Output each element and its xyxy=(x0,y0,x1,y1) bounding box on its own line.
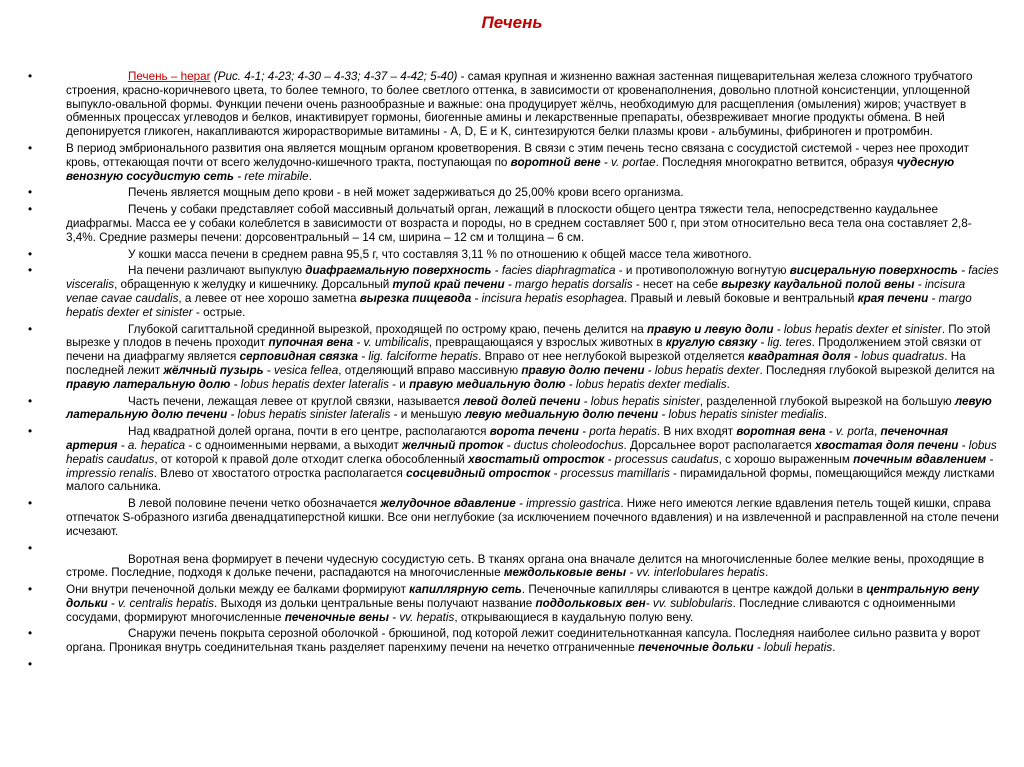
paragraph-text: . Выходя из дольки центральные вены получают название xyxy=(213,596,536,610)
bullet-marker: • xyxy=(28,658,33,672)
bullet-marker: • xyxy=(28,203,33,217)
latin-term: - rete mirabile xyxy=(233,169,309,183)
latin-term: - v. umbilicalis xyxy=(353,336,429,350)
latin-term: - lig. teres xyxy=(757,336,812,350)
paragraph-text: - пирамидальной формы, помещающийся между листками малого сальника. xyxy=(66,466,995,494)
anatomical-term: левой долей печени xyxy=(463,394,581,408)
paragraph-text: . Влево от хвостатого отростка располагается xyxy=(153,466,407,480)
anatomical-term: правую долю печени xyxy=(521,363,645,377)
slide-title: Печень xyxy=(481,13,543,32)
paragraph-text: Над квадратной долей органа, почти в его центре, располагаются xyxy=(128,425,490,439)
paragraph-text: . Ниже него имеются легкие вдавления петель тощей кишки, справа отпечаток S-образного изгиба двенадцатиперстной кишки. Все они неглубокие (за исключением почечного вдавления) и на извлеченной и расправленной на столе печени исчезают. xyxy=(66,497,999,538)
paragraph-text: . В них входят xyxy=(656,425,737,439)
paragraph-text: , обращенную к желудку и кишечнику. Дорсальный xyxy=(114,278,393,292)
anatomical-term: серповидная связка xyxy=(239,350,358,364)
latin-term: - vv. sublobularis xyxy=(645,596,733,610)
slide-body xyxy=(28,70,1000,672)
bullet-marker: • xyxy=(28,247,33,261)
latin-term: - ductus choleodochus xyxy=(503,438,624,452)
bullet-paragraph xyxy=(28,323,1000,392)
latin-term: - lig. falciforme hepatis xyxy=(357,350,479,364)
paragraph-text: . Дорсальнее ворот располагается xyxy=(623,438,815,452)
latin-term: - margo hepatis dexter et sinister xyxy=(66,291,972,319)
bullet-paragraph xyxy=(28,248,1000,262)
paragraph-text: Воротная вена формирует в печени чудесную сосудистую сеть. В тканях органа она вначале делится на многочисленные более мелкие вены, проходящие в строме. Последние, подходя к дольке печени, распадаются на многочисленные xyxy=(66,552,985,580)
latin-term: - lobus hepatis dexter lateralis xyxy=(230,377,389,391)
latin-term: - v. portae xyxy=(600,155,656,169)
bullet-marker: • xyxy=(28,627,33,641)
latin-term: - v. centralis hepatis xyxy=(107,596,214,610)
bullet-marker: • xyxy=(28,394,33,408)
paragraph-text: - острые. xyxy=(192,305,246,319)
anatomical-term: центральную вену дольки xyxy=(66,583,980,610)
bullet-paragraph xyxy=(28,142,1000,183)
anatomical-term: вырезку каудальной полой вены xyxy=(721,278,915,292)
anatomical-term: хвостатая доля печени xyxy=(814,438,959,452)
bullet-paragraph xyxy=(28,583,1000,624)
paragraph-text: , превращающаяся у взрослых животных в xyxy=(428,336,666,350)
paragraph-text: . Последние сливаются с одноименными сосудами, формируют многочисленные xyxy=(66,596,956,624)
latin-term: - vv. hepatis xyxy=(388,610,455,624)
anatomical-term: квадратная доля xyxy=(747,350,851,364)
paragraph-text: Часть печени, лежащая левее от круглой связки, называется xyxy=(128,394,464,408)
paragraph-text: . xyxy=(832,641,836,655)
paragraph-text: . xyxy=(308,169,312,183)
anatomical-term: почечным вдавлением xyxy=(853,452,987,466)
latin-term: - v. porta xyxy=(825,425,874,439)
paragraph-text: . Вправо от нее неглубокой вырезкой отделяется xyxy=(478,350,748,364)
latin-term: - lobus hepatis dexter medialis xyxy=(565,377,727,391)
paragraph-text: - и меньшую xyxy=(390,408,465,422)
latin-term: - incisura hepatis esophagea xyxy=(471,291,624,305)
anatomical-term: желудочное вдавление xyxy=(380,497,516,511)
anatomical-term: печеночные вены xyxy=(284,610,389,624)
anatomical-term: печеночная артерия xyxy=(66,425,949,452)
bullet-marker: • xyxy=(28,541,33,555)
paragraph-text: . Продолжением этой связки от печени на диафрагму является xyxy=(66,336,982,364)
latin-term: - facies visceralis xyxy=(66,264,999,292)
latin-term: - lobuli hepatis xyxy=(753,641,833,655)
paragraph-text: . На последней лежит xyxy=(66,350,966,377)
bullet-marker: • xyxy=(28,70,33,83)
latin-term: - lobus hepatis caudatus xyxy=(66,438,997,466)
anatomical-term: пупочная вена xyxy=(268,336,354,350)
anatomical-term: воротной вене xyxy=(510,155,601,169)
bullet-paragraph xyxy=(28,497,1000,538)
bullet-paragraph xyxy=(28,70,1000,139)
latin-term: - facies diaphragmatica xyxy=(491,264,616,278)
latin-term: - vesica fellea xyxy=(263,363,339,377)
anatomical-term: хвостатый отросток xyxy=(468,452,605,466)
anatomical-term: круглую связку xyxy=(665,336,758,350)
paragraph-text: , xyxy=(874,425,881,439)
anatomical-term: сосцевидный отросток xyxy=(406,466,551,480)
latin-term: - lobus hepatis sinister medialis xyxy=(658,408,824,422)
latin-term: - impressio renalis xyxy=(66,452,994,480)
bullet-paragraph xyxy=(28,425,1000,494)
paragraph-text: , разделенной глубокой вырезкой на большую xyxy=(699,394,955,408)
bullet-paragraph xyxy=(28,553,1000,581)
latin-term: - impressio gastrica xyxy=(515,497,621,511)
paragraph-text: - с одноименными нервами, а выходит xyxy=(185,438,403,452)
bullet-marker: • xyxy=(28,264,33,278)
paragraph-text: Печень у собаки представляет собой массивный дольчатый орган, лежащий в плоскости общего центра тяжести тела, непосредственно каудальнее диафрагмы. Масса ее у собаки колеблется в зависимости от возраста и породы, но в среднем составляет 500 г, при этом относительно веса тела она составляет 2,8-3,4%. Средние размеры печени: дорсовентральный – 14 см, ширина – 12 см и толщина – 6 см. xyxy=(66,203,972,244)
paragraph-text: . По этой вырезке у плодов в печень проходит xyxy=(66,322,991,350)
latin-term: - a. hepatica xyxy=(117,438,186,452)
paragraph-text: . Печеночные капилляры сливаются в центре каждой дольки в xyxy=(521,583,867,597)
paragraph-text: . xyxy=(823,408,828,422)
anatomical-term: жёлчный пузырь xyxy=(163,363,264,377)
anatomical-term: поддольковых вен xyxy=(535,596,646,610)
paragraph-text: Печень является мощным депо крови - в ней может задерживаться до 25,00% крови всего организма. xyxy=(128,186,684,200)
latin-term: - lobus hepatis dexter xyxy=(644,363,760,377)
paragraph-text: У кошки масса печени в среднем равна 95,5 г, что составляя 3,11 % по отношению к общей массе тела животного. xyxy=(128,247,752,261)
anatomical-term: междольковые вены xyxy=(503,566,627,580)
paragraph-text: В левой половине печени четко обозначается xyxy=(128,497,381,511)
latin-term: (Рис. 4-1; 4-23; 4-30 – 4-33; 4-37 – 4-42; 5-40) xyxy=(210,70,458,83)
bullet-marker: • xyxy=(28,141,33,155)
anatomical-term: вырезка пищевода xyxy=(359,291,472,305)
paragraph-text: Они внутри печеночной дольки между ее балками формируют xyxy=(66,583,410,597)
anatomical-term: чудесную венозную сосудистую сеть xyxy=(66,155,955,183)
bullet-paragraph xyxy=(28,395,1000,423)
latin-term: - lobus hepatis sinister lateralis xyxy=(227,408,391,422)
anatomical-term: правую медиальную долю xyxy=(409,377,566,391)
anatomical-term: диафрагмальную поверхность xyxy=(305,264,492,278)
paragraph-text: . Последняя многократно ветвится, образуя xyxy=(655,155,897,169)
paragraph-text: , отделяющий вправо массивную xyxy=(338,363,522,377)
paragraph-text: . xyxy=(726,377,730,391)
paragraph-text: , от которой к правой доле отходит слегка обособленный xyxy=(154,452,469,466)
bullet-paragraph xyxy=(28,541,1000,555)
latin-term: - lobus hepatis dexter et sinister xyxy=(773,322,942,336)
anatomical-term: края печени xyxy=(857,291,929,305)
bullet-paragraph xyxy=(28,627,1000,655)
bullet-marker: • xyxy=(28,322,33,336)
latin-term: - processus caudatus xyxy=(604,452,719,466)
latin-term: - vv. interlobulares hepatis xyxy=(626,566,765,580)
paragraph-text: - несет на себе xyxy=(632,278,722,292)
paragraph-text: - и противоположную вогнутую xyxy=(615,264,790,278)
paragraph-text: Глубокой сагиттальной срединной вырезкой, проходящей по остpому краю, печень делится на xyxy=(128,322,648,336)
paragraph-text: , с хорошо выраженным xyxy=(718,452,854,466)
bullet-marker: • xyxy=(28,425,33,439)
paragraph-text: На печени различают выпуклую xyxy=(128,264,306,278)
anatomical-term: капиллярную сеть xyxy=(409,583,522,597)
anatomical-term: воротная вена xyxy=(736,425,826,439)
bullet-paragraph xyxy=(28,203,1000,244)
paragraph-text: Печень – hepar xyxy=(128,70,211,83)
anatomical-term: левую медиальную долю печени xyxy=(464,408,659,422)
latin-term: - processus mamillaris xyxy=(550,466,670,480)
bullet-marker: • xyxy=(28,186,33,200)
anatomical-term: желчный проток xyxy=(402,438,504,452)
latin-term: - lobus hepatis sinister xyxy=(580,394,700,408)
paragraph-text: . Последняя глубокой вырезкой делится на xyxy=(759,363,995,377)
anatomical-term: тупой край печени xyxy=(392,278,505,292)
paragraph-text: . xyxy=(764,566,769,580)
latin-term: - porta hepatis xyxy=(578,425,657,439)
bullet-marker: • xyxy=(28,497,33,511)
paragraph-text: - и xyxy=(388,377,410,391)
paragraph-text: Снаружи печень покрыта серозной оболочкой - брюшиной, под которой лежит соединительнотканная капсула. Последняя наиболее сильно развита у ворот органа. Проникая внутрь соединительная ткань разделяет паренхиму печени на нечетко отграниченные xyxy=(66,627,981,655)
paragraph-text: . Правый и левый боковые и вентральный xyxy=(623,291,858,305)
latin-term: - lobus quadratus xyxy=(850,350,945,364)
anatomical-term: правую латеральную долю xyxy=(66,377,231,391)
anatomical-term: ворота печени xyxy=(489,425,579,439)
paragraph-text: В период эмбрионального развития она является мощным органом кроветворения. В связи с этим печень тесно связана с сосудистой системой - через нее проходит кровь, оттекающая почти от всего желудочно-кишечного тракта, поступающая по xyxy=(66,141,969,169)
paragraph-text: , а левее от нее хорошо заметна xyxy=(178,291,360,305)
anatomical-term: висцеральную поверхность xyxy=(789,264,958,278)
bullet-marker: • xyxy=(28,583,33,597)
latin-term: - margo hepatis dorsalis xyxy=(504,278,633,292)
bullet-paragraph xyxy=(28,186,1000,200)
paragraph-text: - самая крупная и жизненно важная застенная пищеварительная железа сложного трубчатого строения, красно-коричневого цвета, то более темного, то более светлого оттенка, в зависимости от кровенаполнения, довольно плотной консистенции, уплощенной выпукло-овальной формы. Функции печени очень разнообразные и важные: она продуцирует жёлчь, необходимую для расщепления (омыления) жиров; участвует в обменных процессах углеводов и белков, инактивирует гормоны, биогенные амины и лекарственные препараты, обезвреживает многие продукты обмена. В ней депонируется гликоген, накапливаются жирорастворимые витамины - A, D, E и K, синтезируются белки плазмы крови - альбумины, фибриноген и протромбин. xyxy=(66,70,973,139)
anatomical-term: печеночные дольки xyxy=(638,641,754,655)
bullet-paragraph xyxy=(28,264,1000,319)
paragraph-text: , открывающиеся в каудальную полую вену. xyxy=(454,610,694,624)
latin-term: - incisura venae cavae caudalis xyxy=(66,278,966,305)
anatomical-term: правую и левую доли xyxy=(647,322,774,336)
anatomical-term: левую латеральную долю печени xyxy=(66,394,992,422)
